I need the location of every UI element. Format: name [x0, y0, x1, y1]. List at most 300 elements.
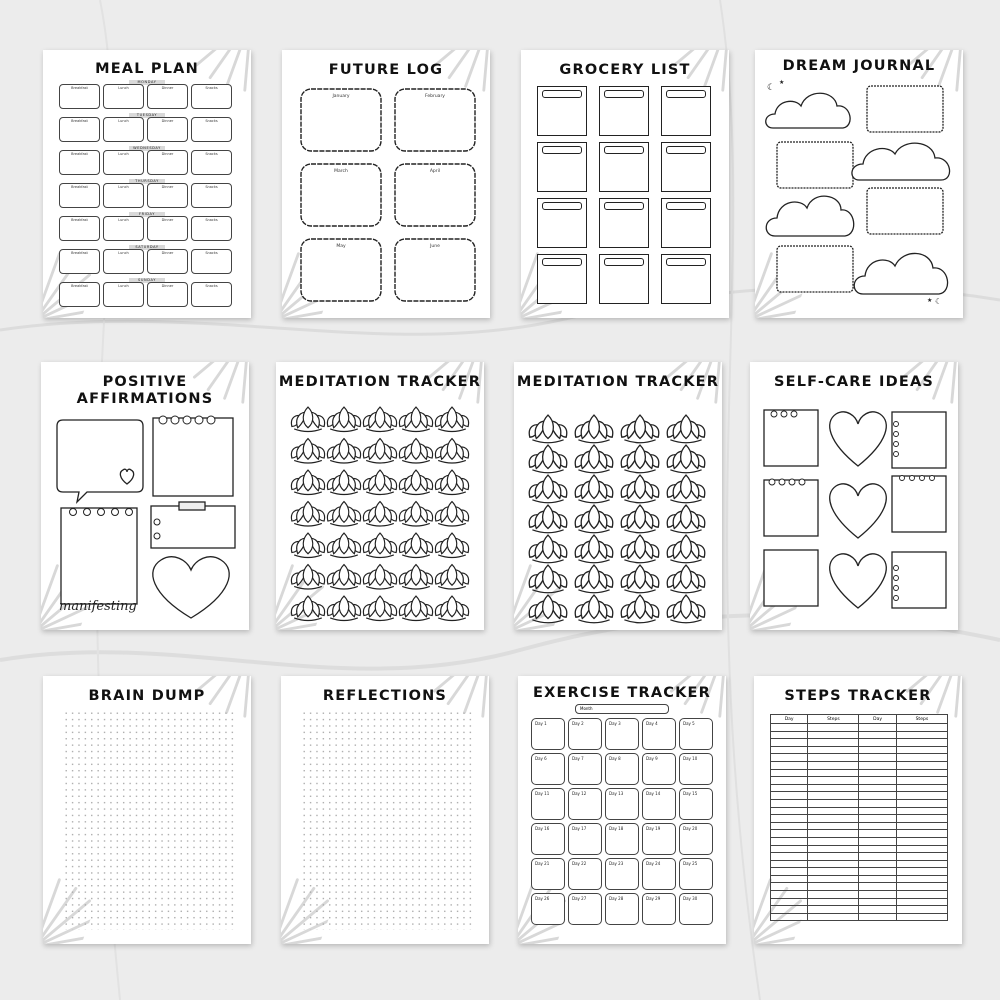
- grocery-box-tab: [604, 258, 644, 266]
- table-cell[interactable]: [896, 815, 947, 823]
- table-cell[interactable]: [859, 807, 896, 815]
- lotus-icon[interactable]: [435, 439, 468, 463]
- table-cell[interactable]: [859, 777, 896, 785]
- brain-dump-page[interactable]: [43, 676, 251, 944]
- day-cell[interactable]: [531, 858, 565, 890]
- meal-slot[interactable]: [191, 84, 232, 109]
- lotus-icon[interactable]: [575, 475, 612, 503]
- dream-box: [777, 246, 853, 292]
- table-cell[interactable]: [771, 746, 808, 754]
- lotus-icon[interactable]: [327, 596, 360, 620]
- lotus-icon[interactable]: [327, 407, 360, 431]
- table-cell[interactable]: [859, 754, 896, 762]
- grocery-box[interactable]: [661, 254, 711, 304]
- lotus-icon[interactable]: [667, 565, 704, 593]
- table-cell[interactable]: [896, 853, 947, 861]
- day-label: Day 4: [646, 721, 658, 726]
- heart-icon: [830, 554, 887, 608]
- table-cell[interactable]: [859, 799, 896, 807]
- grocery-box[interactable]: [661, 198, 711, 248]
- lotus-icon[interactable]: [621, 535, 658, 563]
- grocery-list-page[interactable]: [521, 50, 729, 318]
- lotus-icon[interactable]: [327, 533, 360, 557]
- table-cell[interactable]: [771, 868, 808, 876]
- meal-slot[interactable]: [103, 249, 144, 274]
- lotus-icon[interactable]: [291, 470, 324, 494]
- table-cell[interactable]: [896, 792, 947, 800]
- lotus-icon[interactable]: [529, 505, 566, 533]
- table-cell[interactable]: [771, 769, 808, 777]
- table-cell[interactable]: [859, 724, 896, 732]
- affirmations-art: [41, 362, 249, 630]
- table-cell[interactable]: [771, 891, 808, 899]
- lotus-icon[interactable]: [327, 439, 360, 463]
- grocery-box[interactable]: [537, 198, 587, 248]
- table-cell[interactable]: [771, 853, 808, 861]
- table-cell[interactable]: [771, 754, 808, 762]
- lotus-icon[interactable]: [667, 505, 704, 533]
- table-cell[interactable]: [808, 845, 859, 853]
- meditation-tracker-page-2[interactable]: [514, 362, 722, 630]
- lotus-icon[interactable]: [327, 565, 360, 589]
- meal-slot[interactable]: [103, 84, 144, 109]
- meal-slot[interactable]: [191, 216, 232, 241]
- meal-label: Breakfast: [71, 119, 88, 123]
- table-cell[interactable]: [808, 724, 859, 732]
- table-cell[interactable]: [896, 860, 947, 868]
- grocery-box[interactable]: [661, 86, 711, 136]
- meal-slot[interactable]: [147, 249, 188, 274]
- day-cell[interactable]: [605, 753, 639, 785]
- lotus-icon[interactable]: [621, 415, 658, 443]
- table-cell[interactable]: [808, 761, 859, 769]
- table-cell[interactable]: [896, 746, 947, 754]
- table-cell[interactable]: [859, 746, 896, 754]
- heart-icon: [153, 557, 229, 618]
- lotus-icon[interactable]: [399, 470, 432, 494]
- meal-slot[interactable]: [147, 282, 188, 307]
- table-cell[interactable]: [859, 822, 896, 830]
- table-cell[interactable]: [859, 891, 896, 899]
- table-cell[interactable]: [808, 891, 859, 899]
- lotus-icon[interactable]: [621, 445, 658, 473]
- meal-slot[interactable]: [59, 150, 100, 175]
- steps-tracker-page[interactable]: [754, 676, 962, 944]
- table-cell[interactable]: [808, 807, 859, 815]
- lotus-icon[interactable]: [667, 475, 704, 503]
- table-cell[interactable]: [771, 837, 808, 845]
- table-cell[interactable]: [771, 883, 808, 891]
- meal-slot[interactable]: [191, 117, 232, 142]
- page-title: SELF-CARE IDEAS: [773, 374, 935, 390]
- table-cell[interactable]: [859, 769, 896, 777]
- table-cell[interactable]: [859, 853, 896, 861]
- day-cell[interactable]: [568, 753, 602, 785]
- table-cell[interactable]: [808, 868, 859, 876]
- table-cell[interactable]: [896, 784, 947, 792]
- table-row: [771, 860, 948, 868]
- table-cell[interactable]: [896, 754, 947, 762]
- meal-slot[interactable]: [59, 117, 100, 142]
- table-cell[interactable]: [896, 822, 947, 830]
- table-cell[interactable]: [808, 883, 859, 891]
- table-cell[interactable]: [771, 913, 808, 921]
- day-cell[interactable]: [642, 788, 676, 820]
- lotus-icon[interactable]: [363, 470, 396, 494]
- day-cell[interactable]: [605, 893, 639, 925]
- page-title: BRAIN DUMP: [88, 688, 206, 704]
- sticky-note: [151, 506, 235, 548]
- table-row: [771, 830, 948, 838]
- day-cell[interactable]: [531, 823, 565, 855]
- table-cell[interactable]: [859, 845, 896, 853]
- lotus-icon[interactable]: [529, 445, 566, 473]
- table-cell[interactable]: [859, 837, 896, 845]
- table-cell[interactable]: [859, 761, 896, 769]
- dream-box: [867, 86, 943, 132]
- table-cell[interactable]: [771, 724, 808, 732]
- table-cell[interactable]: [859, 731, 896, 739]
- table-cell[interactable]: [808, 754, 859, 762]
- meal-label: Breakfast: [71, 185, 88, 189]
- star-icon: ★: [927, 297, 933, 304]
- table-cell[interactable]: [771, 906, 808, 914]
- table-cell[interactable]: [808, 815, 859, 823]
- self-care-ideas-page[interactable]: [750, 362, 958, 630]
- table-row: [771, 898, 948, 906]
- table-row: [771, 784, 948, 792]
- day-cell[interactable]: [605, 788, 639, 820]
- meal-slot[interactable]: [147, 84, 188, 109]
- day-label: Day 27: [572, 896, 587, 901]
- table-cell[interactable]: [771, 799, 808, 807]
- lotus-icon[interactable]: [667, 415, 704, 443]
- meal-slot[interactable]: [103, 183, 144, 208]
- lotus-icon[interactable]: [399, 502, 432, 526]
- day-cell[interactable]: [642, 823, 676, 855]
- lotus-icon[interactable]: [435, 533, 468, 557]
- lotus-icon[interactable]: [291, 407, 324, 431]
- table-cell[interactable]: [771, 815, 808, 823]
- positive-affirmations-page[interactable]: [41, 362, 249, 630]
- day-cell[interactable]: [642, 753, 676, 785]
- meditation-tracker-page-1[interactable]: [276, 362, 484, 630]
- meal-slot[interactable]: [59, 282, 100, 307]
- table-cell[interactable]: [771, 860, 808, 868]
- table-cell[interactable]: [808, 769, 859, 777]
- table-cell[interactable]: [808, 898, 859, 906]
- lotus-icon[interactable]: [291, 565, 324, 589]
- lotus-icon[interactable]: [291, 596, 324, 620]
- table-cell[interactable]: [808, 837, 859, 845]
- meal-label: Lunch: [118, 251, 129, 255]
- meal-slot[interactable]: [103, 216, 144, 241]
- table-cell[interactable]: [771, 898, 808, 906]
- lotus-icon[interactable]: [621, 505, 658, 533]
- meal-slot[interactable]: [147, 150, 188, 175]
- table-cell[interactable]: [808, 784, 859, 792]
- table-cell[interactable]: [896, 837, 947, 845]
- grocery-box[interactable]: [599, 86, 649, 136]
- title-line-1: POSITIVE: [102, 374, 188, 390]
- table-row: [771, 724, 948, 732]
- table-cell[interactable]: [896, 845, 947, 853]
- day-cell[interactable]: [679, 823, 713, 855]
- table-cell[interactable]: [896, 868, 947, 876]
- day-cell[interactable]: [642, 858, 676, 890]
- column-header: Steps: [808, 715, 859, 724]
- lotus-icon[interactable]: [327, 502, 360, 526]
- table-cell[interactable]: [896, 906, 947, 914]
- meal-slot[interactable]: [147, 216, 188, 241]
- lotus-icon[interactable]: [621, 565, 658, 593]
- lotus-icon[interactable]: [575, 415, 612, 443]
- lotus-icon[interactable]: [399, 439, 432, 463]
- lotus-icon[interactable]: [621, 475, 658, 503]
- table-cell[interactable]: [859, 883, 896, 891]
- page-title: FUTURE LOG: [328, 62, 444, 78]
- table-cell[interactable]: [771, 777, 808, 785]
- month-label: June: [430, 244, 440, 249]
- moon-icon: ☾: [767, 83, 776, 93]
- table-cell[interactable]: [808, 906, 859, 914]
- lotus-icon[interactable]: [291, 439, 324, 463]
- table-cell[interactable]: [859, 913, 896, 921]
- table-cell[interactable]: [896, 913, 947, 921]
- meal-slot[interactable]: [191, 183, 232, 208]
- day-cell[interactable]: [605, 858, 639, 890]
- meal-label: Snacks: [205, 185, 218, 189]
- month-field[interactable]: [575, 704, 669, 714]
- day-cell[interactable]: [531, 753, 565, 785]
- table-row: [771, 891, 948, 899]
- lotus-icon[interactable]: [399, 596, 432, 620]
- table-cell[interactable]: [896, 724, 947, 732]
- table-cell[interactable]: [859, 906, 896, 914]
- table-cell[interactable]: [859, 860, 896, 868]
- lotus-icon[interactable]: [291, 533, 324, 557]
- month-label: January: [332, 94, 350, 99]
- day-cell[interactable]: [605, 823, 639, 855]
- meal-slot[interactable]: [191, 282, 232, 307]
- table-cell[interactable]: [859, 792, 896, 800]
- lotus-icon[interactable]: [435, 596, 468, 620]
- lotus-icon[interactable]: [435, 565, 468, 589]
- table-cell[interactable]: [859, 868, 896, 876]
- table-cell[interactable]: [808, 830, 859, 838]
- lotus-icon[interactable]: [327, 470, 360, 494]
- table-cell[interactable]: [896, 777, 947, 785]
- meal-label: Snacks: [205, 218, 218, 222]
- day-cell[interactable]: [531, 788, 565, 820]
- meal-slot[interactable]: [103, 117, 144, 142]
- lotus-icon[interactable]: [529, 535, 566, 563]
- lotus-icon[interactable]: [363, 533, 396, 557]
- grocery-box[interactable]: [661, 142, 711, 192]
- lotus-icon[interactable]: [435, 470, 468, 494]
- notepad: [61, 508, 137, 604]
- table-cell[interactable]: [859, 875, 896, 883]
- table-row: [771, 754, 948, 762]
- day-label: Day 16: [535, 826, 550, 831]
- lotus-icon[interactable]: [363, 439, 396, 463]
- meal-slot[interactable]: [59, 216, 100, 241]
- grocery-box[interactable]: [537, 142, 587, 192]
- day-cell[interactable]: [679, 788, 713, 820]
- meal-slot[interactable]: [147, 117, 188, 142]
- table-cell[interactable]: [771, 822, 808, 830]
- table-row: [771, 815, 948, 823]
- column-header: Day: [859, 715, 896, 724]
- table-cell[interactable]: [808, 860, 859, 868]
- table-row: [771, 837, 948, 845]
- cloud-icon: [854, 253, 947, 294]
- day-cell[interactable]: [568, 893, 602, 925]
- lotus-icon[interactable]: [529, 415, 566, 443]
- day-cell[interactable]: [568, 718, 602, 750]
- day-cell[interactable]: [679, 718, 713, 750]
- lotus-icon[interactable]: [575, 535, 612, 563]
- lotus-icon[interactable]: [575, 565, 612, 593]
- meal-label: Dinner: [161, 218, 174, 222]
- meal-slot[interactable]: [59, 249, 100, 274]
- table-cell[interactable]: [859, 830, 896, 838]
- table-cell[interactable]: [896, 875, 947, 883]
- table-cell[interactable]: [771, 761, 808, 769]
- grocery-box[interactable]: [599, 254, 649, 304]
- table-cell[interactable]: [859, 784, 896, 792]
- lotus-icon[interactable]: [575, 595, 612, 623]
- meal-slot[interactable]: [147, 183, 188, 208]
- lotus-icon[interactable]: [399, 407, 432, 431]
- table-cell[interactable]: [771, 784, 808, 792]
- table-cell[interactable]: [771, 845, 808, 853]
- table-cell[interactable]: [808, 853, 859, 861]
- lotus-icon[interactable]: [667, 445, 704, 473]
- lotus-icon[interactable]: [399, 565, 432, 589]
- lotus-icon[interactable]: [529, 565, 566, 593]
- table-cell[interactable]: [859, 739, 896, 747]
- day-cell[interactable]: [642, 718, 676, 750]
- table-cell[interactable]: [771, 875, 808, 883]
- table-cell[interactable]: [859, 815, 896, 823]
- table-cell[interactable]: [808, 799, 859, 807]
- table-cell[interactable]: [771, 731, 808, 739]
- table-cell[interactable]: [808, 875, 859, 883]
- lotus-icon[interactable]: [575, 505, 612, 533]
- exercise-tracker-page[interactable]: [518, 676, 726, 944]
- day-cell[interactable]: [568, 858, 602, 890]
- speech-bubble: [57, 420, 143, 502]
- lotus-icon[interactable]: [363, 596, 396, 620]
- table-cell[interactable]: [896, 883, 947, 891]
- lotus-icon[interactable]: [667, 595, 704, 623]
- day-label: Day 21: [535, 861, 550, 866]
- month-label: April: [429, 169, 441, 174]
- lotus-icon[interactable]: [291, 502, 324, 526]
- day-cell[interactable]: [605, 718, 639, 750]
- table-cell[interactable]: [896, 769, 947, 777]
- table-row: [771, 746, 948, 754]
- lotus-icon[interactable]: [621, 595, 658, 623]
- meal-slot[interactable]: [103, 282, 144, 307]
- page-title: EXERCISE TRACKER: [532, 685, 711, 701]
- grocery-box[interactable]: [599, 198, 649, 248]
- table-cell[interactable]: [808, 746, 859, 754]
- day-cell[interactable]: [531, 718, 565, 750]
- lotus-icon[interactable]: [363, 565, 396, 589]
- table-cell[interactable]: [896, 731, 947, 739]
- lotus-icon[interactable]: [399, 533, 432, 557]
- lotus-icon[interactable]: [529, 475, 566, 503]
- table-cell[interactable]: [896, 799, 947, 807]
- table-cell[interactable]: [771, 739, 808, 747]
- lotus-icon[interactable]: [575, 445, 612, 473]
- table-cell[interactable]: [859, 898, 896, 906]
- grocery-box[interactable]: [537, 86, 587, 136]
- lotus-icon[interactable]: [435, 407, 468, 431]
- table-cell[interactable]: [771, 807, 808, 815]
- day-cell[interactable]: [531, 893, 565, 925]
- table-cell[interactable]: [896, 830, 947, 838]
- table-cell[interactable]: [896, 739, 947, 747]
- table-cell[interactable]: [896, 807, 947, 815]
- lotus-icon[interactable]: [529, 595, 566, 623]
- meal-slot[interactable]: [191, 249, 232, 274]
- day-cell[interactable]: [679, 858, 713, 890]
- table-cell[interactable]: [808, 792, 859, 800]
- meal-label: Dinner: [161, 284, 174, 288]
- future-log-page[interactable]: [282, 50, 490, 318]
- grocery-box[interactable]: [599, 142, 649, 192]
- table-cell[interactable]: [808, 777, 859, 785]
- day-cell[interactable]: [679, 893, 713, 925]
- dream-journal-page[interactable]: [755, 50, 963, 318]
- day-cell[interactable]: [642, 893, 676, 925]
- meal-slot[interactable]: [59, 84, 100, 109]
- meal-label: Lunch: [118, 119, 129, 123]
- table-cell[interactable]: [808, 822, 859, 830]
- day-cell[interactable]: [568, 823, 602, 855]
- lotus-icon[interactable]: [435, 502, 468, 526]
- table-cell[interactable]: [771, 830, 808, 838]
- table-cell[interactable]: [896, 898, 947, 906]
- table-row: [771, 731, 948, 739]
- meal-label: Lunch: [118, 86, 129, 90]
- dream-journal-art: [755, 50, 963, 318]
- day-cell[interactable]: [679, 753, 713, 785]
- reflections-page[interactable]: [281, 676, 489, 944]
- table-cell[interactable]: [771, 792, 808, 800]
- lotus-icon[interactable]: [363, 502, 396, 526]
- meal-plan-page[interactable]: [43, 50, 251, 318]
- grocery-box[interactable]: [537, 254, 587, 304]
- meal-label: Snacks: [205, 152, 218, 156]
- meal-slot[interactable]: [103, 150, 144, 175]
- meal-slot[interactable]: [59, 183, 100, 208]
- table-cell[interactable]: [808, 913, 859, 921]
- day-band: MONDAY: [129, 80, 165, 85]
- table-cell[interactable]: [896, 891, 947, 899]
- table-cell[interactable]: [808, 739, 859, 747]
- meal-label: Breakfast: [71, 284, 88, 288]
- lotus-icon[interactable]: [667, 535, 704, 563]
- lotus-icon[interactable]: [363, 407, 396, 431]
- table-cell[interactable]: [808, 731, 859, 739]
- meal-slot[interactable]: [191, 150, 232, 175]
- day-cell[interactable]: [568, 788, 602, 820]
- table-cell[interactable]: [896, 761, 947, 769]
